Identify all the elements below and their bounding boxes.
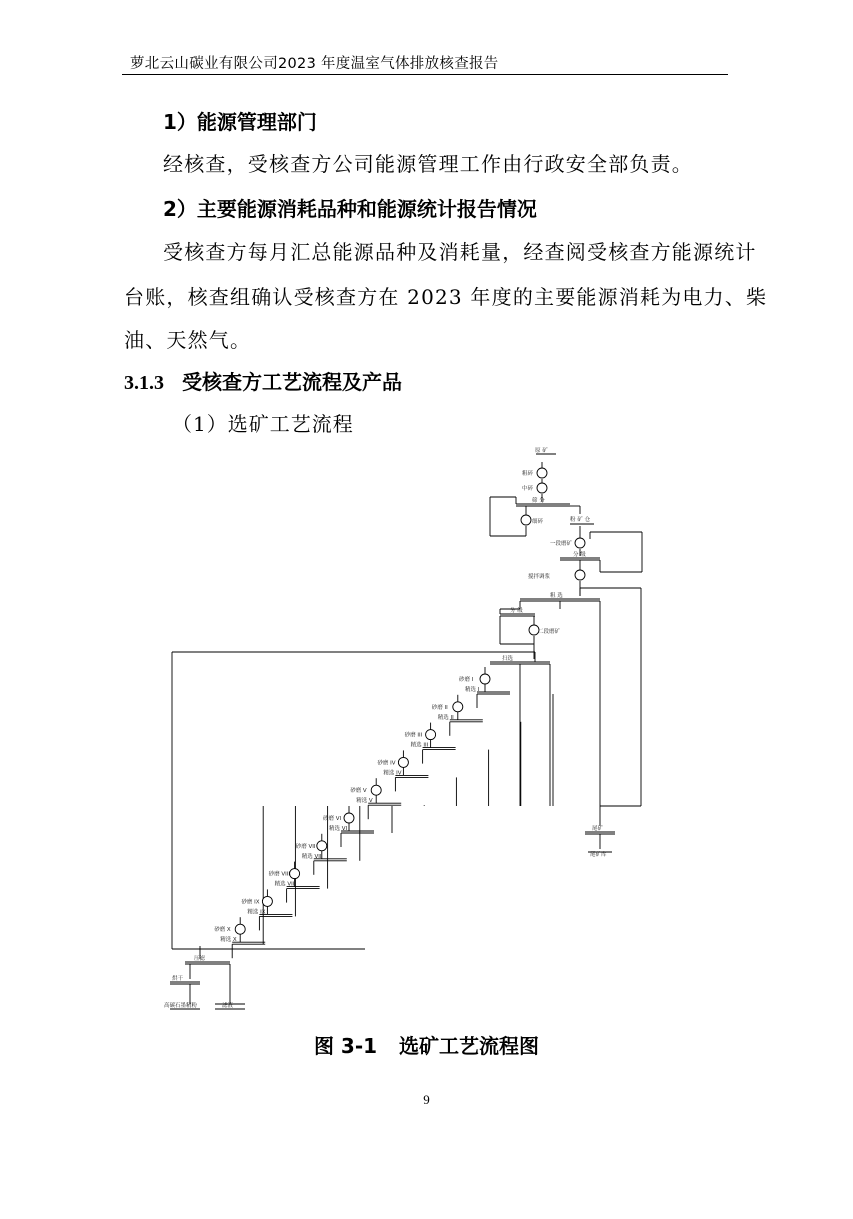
mill-label: 砂磨 II: [431, 704, 448, 711]
primary-grinding-label: 一段磨矿: [550, 541, 573, 547]
tailings-dam-label: 尾矿库: [590, 852, 607, 858]
filtrate-label: 滤液: [222, 1003, 234, 1009]
flowchart-labels: [164, 446, 607, 1009]
mill-label: 砂磨 I: [459, 677, 474, 683]
cleaning-label: 精选 III: [410, 742, 429, 749]
cleaning-label: 精选 IV: [383, 770, 402, 777]
header-rule: [122, 74, 728, 75]
mill-circle: [453, 702, 463, 712]
heading-energy-management: 1）能源管理部门: [163, 110, 317, 134]
section-heading: [124, 366, 402, 395]
powder-bin-label: 粉 矿 仓: [570, 517, 590, 523]
screening-label: 筛 分: [532, 498, 545, 504]
process-flowchart: [160, 444, 650, 1016]
paragraph-line: 油、天然气。: [124, 328, 252, 352]
cleaning-label: 精选 VIII: [274, 881, 296, 888]
cleaning-label: 精选 I: [465, 687, 480, 693]
stage-group: [232, 806, 265, 958]
figure-title: 选矿工艺流程图: [399, 1034, 540, 1058]
mill-circle: [290, 869, 300, 879]
mill-circle: [398, 757, 408, 767]
paragraph-line: 台账，核查组确认受核查方在 2023 年度的主要能源消耗为电力、柴: [124, 285, 768, 309]
mill-circle: [344, 813, 354, 823]
mill-label: 砂磨 IX: [241, 899, 260, 906]
mill-label: 砂磨 X: [214, 927, 231, 934]
cleaning-label: 精选 X: [220, 937, 237, 944]
mill-label: 砂磨 VIII: [268, 871, 290, 878]
page-number: 9: [423, 1092, 430, 1107]
mill-circle: [235, 924, 245, 934]
coarse-crush-label: 粗碎: [522, 471, 534, 477]
process-circle: [521, 515, 531, 525]
process-circle: [575, 538, 585, 548]
flowchart-svg: [160, 444, 650, 1016]
mid-crush-label: 中碎: [522, 486, 534, 492]
mill-label: 砂磨 VII: [295, 843, 316, 850]
process-circle: [537, 468, 547, 478]
paragraph-line: 受核查方每月汇总能源品种及消耗量，经查阅受核查方能源统计: [163, 240, 757, 264]
scavenging-label: 扫选: [502, 656, 514, 662]
drying-label: 烘干: [172, 976, 184, 982]
mill-label: 砂磨 IV: [377, 760, 396, 767]
cleaning-label: 精选 IX: [247, 909, 266, 916]
rough-flotation-label: 粗 选: [550, 593, 563, 599]
paragraph-line: 经核查，受核查方公司能源管理工作由行政安全部负责。: [163, 152, 693, 176]
fine-crush-label: 细碎: [532, 519, 544, 525]
classifying-label: 分 级: [573, 552, 586, 558]
mill-circle: [317, 841, 327, 851]
mill-label: 砂磨 V: [350, 788, 367, 795]
mill-label: 砂磨 III: [404, 732, 423, 739]
equipment-circles: [235, 468, 585, 934]
filter-press-label: 压滤: [194, 956, 206, 962]
stir-conditioning-label: 搅拌调浆: [528, 574, 551, 580]
product-label: 高碳石墨精粉: [164, 1003, 198, 1009]
raw-ore-label: 原 矿: [535, 448, 548, 454]
secondary-grinding-label: 二段磨矿: [538, 629, 561, 635]
section-number: 3.1.3: [124, 372, 164, 394]
subsection-heading: （1）选矿工艺流程: [172, 412, 354, 436]
cleaning-label: 精选 II: [437, 714, 454, 721]
classifying-2-label: 分 级: [510, 608, 523, 614]
figure-caption: [0, 1030, 853, 1059]
heading-energy-statistics: 2）主要能源消耗品种和能源统计报告情况: [163, 197, 537, 221]
mill-circle: [426, 730, 436, 740]
stage-group: [368, 778, 424, 819]
cleaning-label: 精选 V: [356, 798, 373, 805]
mill-circle: [262, 896, 272, 906]
stage-group: [341, 806, 392, 847]
cleaning-label: 精选 VI: [329, 826, 348, 832]
mill-circle: [371, 785, 381, 795]
cleaning-stages: [172, 667, 553, 958]
section-title: 受核查方工艺流程及产品: [182, 370, 402, 394]
mill-label: 砂磨 VI: [323, 816, 342, 822]
process-circle: [537, 483, 547, 493]
cleaning-label: 精选 VII: [301, 853, 322, 860]
running-header: 萝北云山碳业有限公司2023 年度温室气体排放核查报告: [130, 56, 499, 72]
figure-number: 图 3-1: [313, 1034, 378, 1058]
mill-circle: [480, 674, 490, 684]
process-circle: [575, 570, 585, 580]
tailings-label: 尾矿: [592, 826, 604, 832]
